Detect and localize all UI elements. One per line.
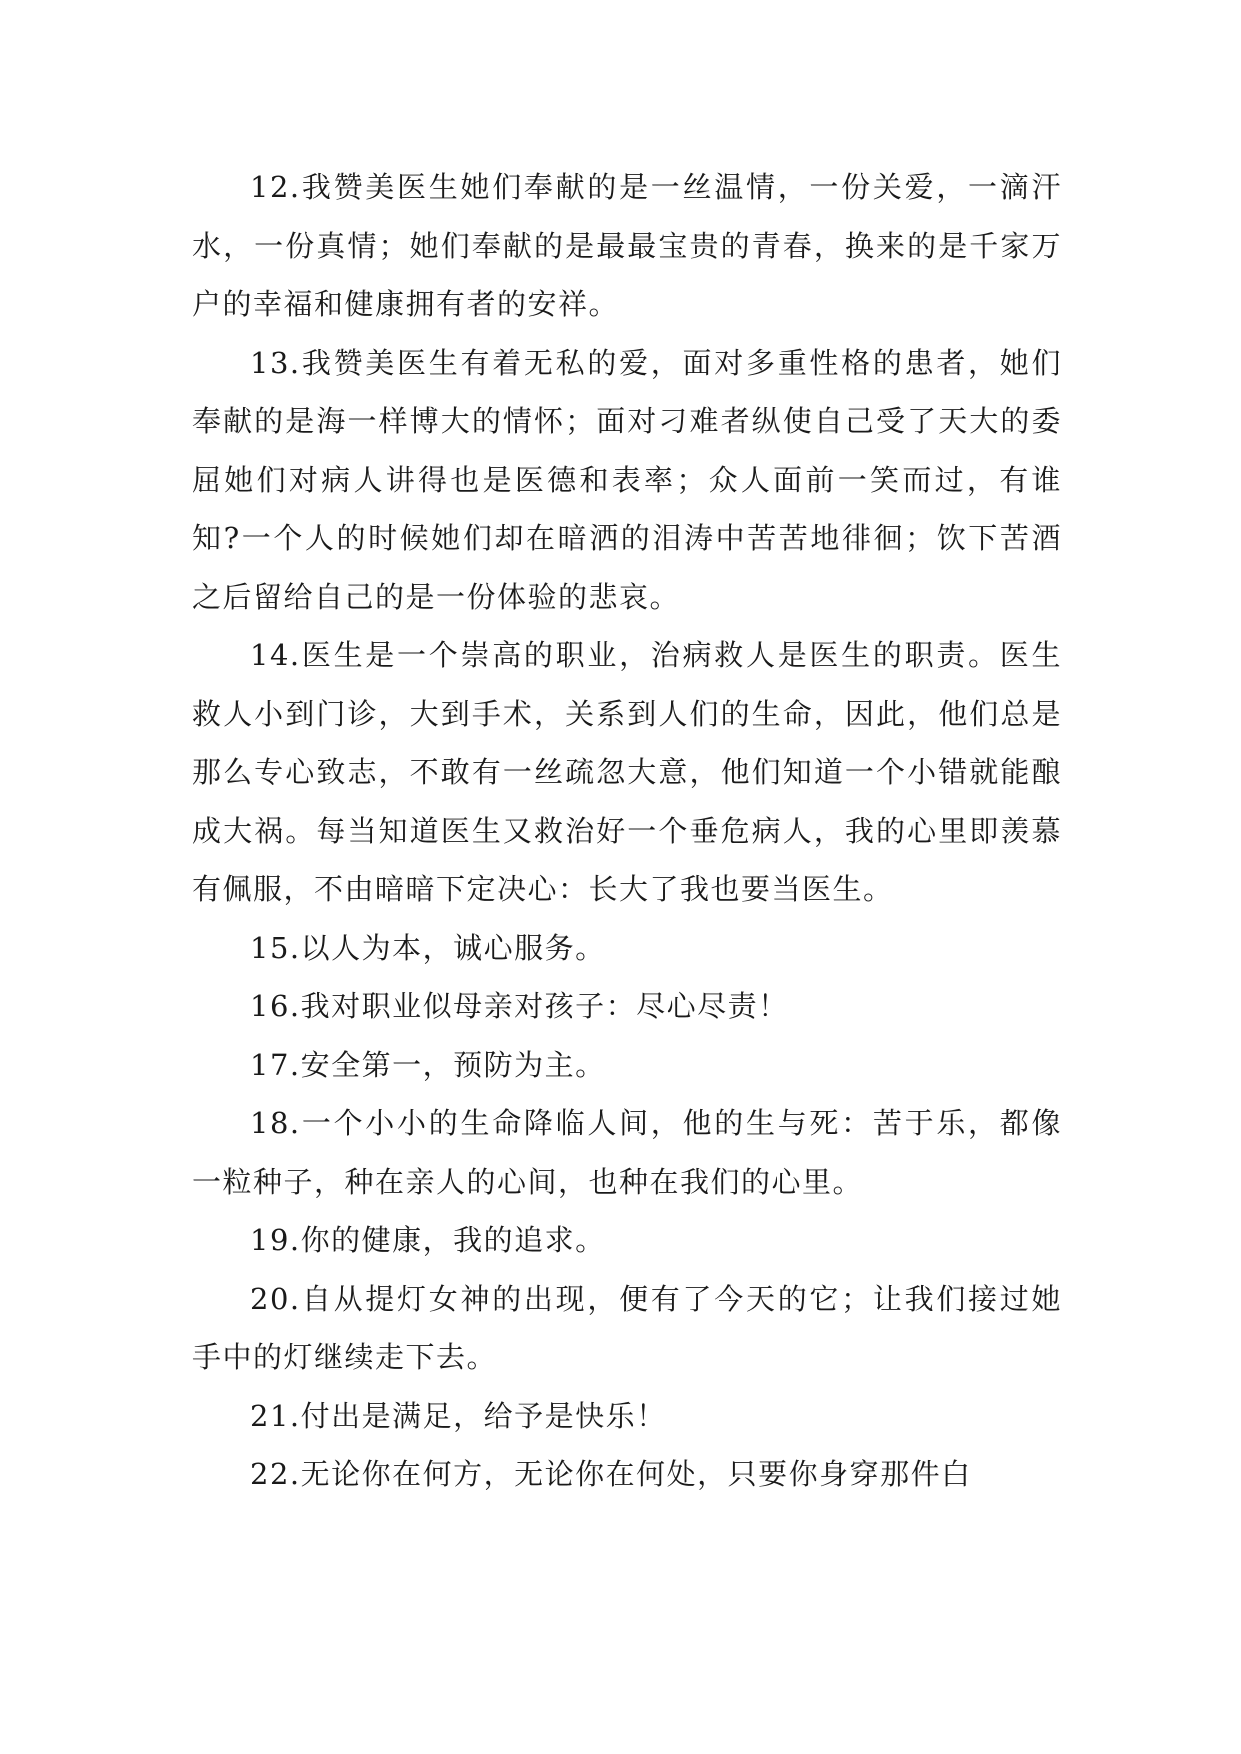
- paragraph-12: 12.我赞美医生她们奉献的是一丝温情，一份关爱，一滴汗水，一份真情；她们奉献的是最最宝贵的青春，换来的是千家万户的幸福和健康拥有者的安祥。: [192, 170, 1062, 321]
- paragraph-21: 21.付出是满足，给予是快乐！: [250, 1398, 667, 1433]
- document-body: [192, 158, 1062, 1504]
- paragraph-20: 20.自从提灯女神的出现，便有了今天的它；让我们接过她手中的灯继续走下去。: [192, 1281, 1062, 1374]
- paragraph-19: 19.你的健康，我的追求。: [250, 1223, 606, 1257]
- paragraph-15: 15.以人为本，诚心服务。: [250, 930, 606, 965]
- paragraph-22: 22.无论你在何方，无论你在何处，只要你身穿那件白: [250, 1457, 972, 1491]
- paragraph-14: 14.医生是一个崇高的职业，治病救人是医生的职责。医生救人小到门诊，大到手术，关系到人们的生命，因此，他们总是那么专心致志，不敢有一丝疏忽大意，他们知道一个小错就能酿成大祸。每当知道医生又救治好一个垂危病人，我的心里即羡慕有佩服，不由暗暗下定决心：长大了我也要当医生。: [192, 638, 1062, 906]
- paragraph-18: 18.一个小小的生命降临人间，他的生与死：苦于乐，都像一粒种子，种在亲人的心间，也种在我们的心里。: [192, 1106, 1062, 1199]
- paragraph-17: 17.安全第一，预防为主。: [250, 1047, 606, 1082]
- paragraph-13: 13.我赞美医生有着无私的爱，面对多重性格的患者，她们奉献的是海一样博大的情怀；面对刁难者纵使自己受了天大的委屈她们对病人讲得也是医德和表率；众人面前一笑而过，有谁知?一个人的时候她们却在暗洒的泪涛中苦苦地徘徊；饮下苦酒之后留给自己的是一份体验的悲哀。: [192, 345, 1062, 614]
- paragraph-16: 16.我对职业似母亲对孩子：尽心尽责！: [250, 989, 789, 1023]
